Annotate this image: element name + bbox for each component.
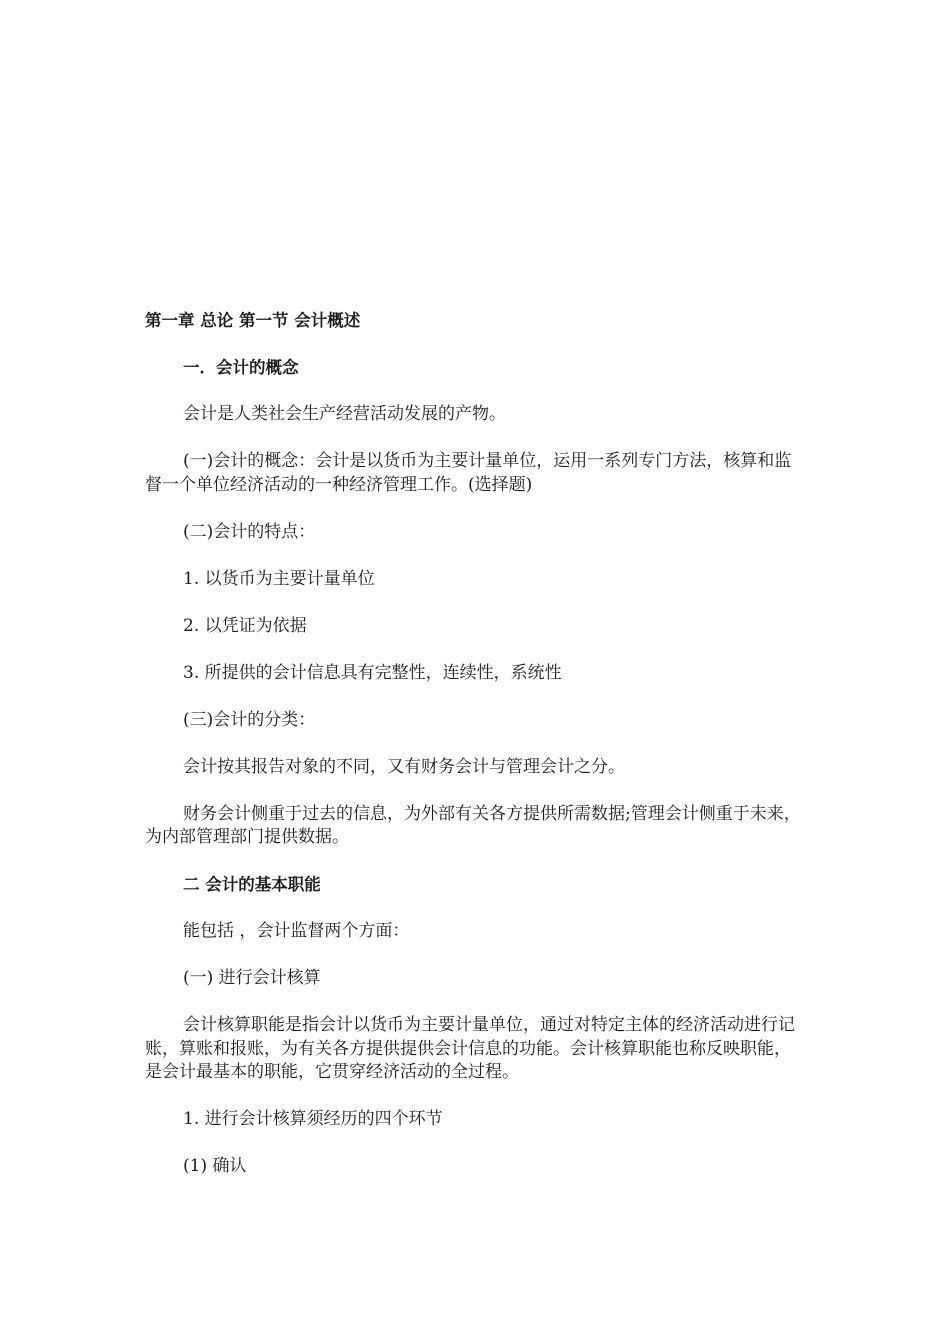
paragraph-four-steps: 1. 进行会计核算须经历的四个环节 [183, 1109, 443, 1129]
list-item-feature-2: 2. 以凭证为依据 [183, 615, 307, 636]
section-heading-concept: 一．会计的概念 [183, 358, 299, 377]
paragraph-classification-title: (三)会计的分类： [183, 709, 316, 730]
chapter-title: 第一章 总论 第一节 会计概述 [145, 311, 361, 330]
document-page [145, 309, 807, 1202]
paragraph-functions: 能包括 ，会计监督两个方面： [183, 921, 410, 941]
paragraph-features-title: (二)会计的特点： [183, 521, 316, 542]
list-item-feature-3: 3. 所提供的会计信息具有完整性，连续性，系统性 [183, 662, 562, 683]
section-heading-functions: 二 会计的基本职能 [183, 875, 321, 894]
list-item-feature-1: 1. 以货币为主要计量单位 [183, 568, 375, 589]
paragraph-origin: 会计是人类社会生产经营活动发展的产物。 [183, 404, 506, 424]
paragraph-concept: (一)会计的概念：会计是以货币为主要计量单位，运用一系列专门方法，核算和监督一个单位经济活动的一种经济管理工作。(选择题) [145, 451, 792, 495]
paragraph-accounting-description: 会计核算职能是指会计以货币为主要计量单位，通过对特定主体的经济活动进行记账，算账和报账，为有关各方提供提供会计信息的功能。会计核算职能也称反映职能，是会计最基本的职能，它贯穿经济活动的全过程。 [145, 1015, 795, 1082]
paragraph-classification: 会计按其报告对象的不同，又有财务会计与管理会计之分。 [183, 756, 625, 777]
list-item-step-1: (1) 确认 [183, 1156, 247, 1176]
paragraph-financial-vs-management: 财务会计侧重于过去的信息，为外部有关各方提供所需数据;管理会计侧重于未来，为内部管理部门提供数据。 [145, 803, 801, 847]
paragraph-accounting-title: (一) 进行会计核算 [183, 968, 321, 988]
